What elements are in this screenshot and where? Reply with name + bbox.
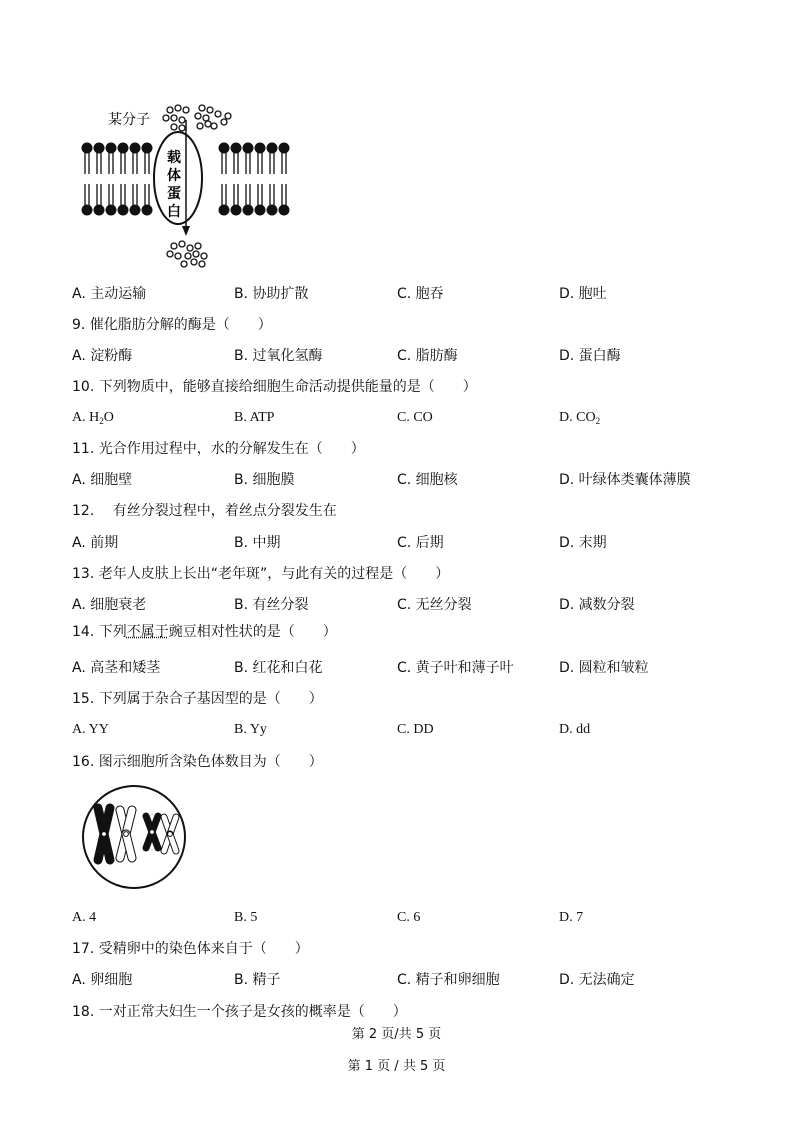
membrane-transport-figure	[78, 100, 300, 270]
q14-options	[72, 659, 732, 677]
q10-option-a[interactable]: A. $H_2O$	[72, 410, 114, 426]
q9-option-a[interactable]: A. 淀粉酶	[72, 348, 133, 364]
q15-option-a[interactable]: A. YY	[72, 722, 109, 737]
q10-options	[72, 409, 732, 427]
q8-option-a[interactable]: A. 主动运输	[72, 286, 147, 302]
q8-options	[72, 285, 732, 303]
svg-text:载: 载	[167, 151, 181, 166]
q15-option-d[interactable]: D. dd	[559, 722, 591, 737]
q8-option-c[interactable]: C. 胞吞	[397, 286, 444, 302]
q12-options	[72, 534, 732, 552]
q16-option-d[interactable]: D. 7	[559, 910, 584, 925]
q17-option-c[interactable]: C. 精子和卵细胞	[397, 972, 500, 988]
outer-page-footer: 第 1 页 / 共 5 页	[347, 1059, 446, 1074]
q10-option-c[interactable]: C. CO	[397, 410, 433, 425]
q15-option-b[interactable]: B. Yy	[234, 722, 267, 737]
q8-option-d[interactable]: D. 胞吐	[559, 286, 607, 302]
q14-stem: 14. 下列不属于豌豆相对性状的是（ ）	[72, 624, 337, 640]
q13-options	[72, 596, 732, 614]
molecule-label: 某分子	[108, 113, 150, 128]
q12-option-a[interactable]: A. 前期	[72, 535, 119, 551]
q11-option-b[interactable]: B. 细胞膜	[234, 472, 295, 488]
q9-options	[72, 347, 732, 365]
q14-option-c[interactable]: C. 黄子叶和薄子叶	[397, 660, 514, 676]
q12-option-b[interactable]: B. 中期	[234, 535, 281, 551]
q14-emphasis: 不属于	[126, 624, 169, 640]
q13-option-a[interactable]: A. 细胞衰老	[72, 597, 147, 613]
inner-page-footer: 第 2 页/共 5 页	[351, 1027, 442, 1042]
q14-option-d[interactable]: D. 圆粒和皱粒	[559, 660, 649, 676]
svg-text:体: 体	[167, 169, 181, 184]
q17-option-b[interactable]: B. 精子	[234, 972, 281, 988]
q12-option-c[interactable]: C. 后期	[397, 535, 444, 551]
q11-stem: 11. 光合作用过程中，水的分解发生在（ ）	[72, 441, 365, 457]
q15-options	[72, 721, 732, 739]
q11-option-d[interactable]: D. 叶绿体类囊体薄膜	[559, 472, 691, 488]
q13-stem: 13. 老年人皮肤上长出“老年斑”，与此有关的过程是（ ）	[72, 566, 450, 582]
q16-stem: 16. 图示细胞所含染色体数目为（ ）	[72, 754, 323, 770]
svg-text:蛋: 蛋	[167, 187, 181, 202]
q11-option-c[interactable]: C. 细胞核	[397, 472, 458, 488]
q13-option-c[interactable]: C. 无丝分裂	[397, 597, 472, 613]
molecules-outside	[163, 105, 231, 131]
svg-text:白: 白	[167, 205, 181, 220]
q11-options	[72, 471, 732, 489]
q11-option-a[interactable]: A. 细胞壁	[72, 472, 133, 488]
q16-option-a[interactable]: A. 4	[72, 910, 97, 925]
q10-option-d[interactable]: D. $CO_2$	[559, 410, 601, 426]
q9-option-b[interactable]: B. 过氧化氢酶	[234, 348, 323, 364]
q9-option-c[interactable]: C. 脂肪酶	[397, 348, 458, 364]
q16-options	[72, 909, 732, 927]
q10-option-b[interactable]: B. ATP	[234, 410, 275, 425]
q9-option-d[interactable]: D. 蛋白酶	[559, 348, 621, 364]
q14-option-a[interactable]: A. 高茎和矮茎	[72, 660, 161, 676]
q10-stem: 10. 下列物质中，能够直接给细胞生命活动提供能量的是（ ）	[72, 379, 477, 395]
q8-option-b[interactable]: B. 协助扩散	[234, 286, 309, 302]
q16-option-c[interactable]: C. 6	[397, 910, 421, 925]
molecules-inside	[167, 241, 207, 267]
cell-chromosome-figure	[80, 784, 190, 894]
q13-option-d[interactable]: D. 减数分裂	[559, 597, 635, 613]
q13-option-b[interactable]: B. 有丝分裂	[234, 597, 309, 613]
q12-stem: 12. 有丝分裂过程中，着丝点分裂发生在	[72, 503, 337, 519]
q14-option-b[interactable]: B. 红花和白花	[234, 660, 323, 676]
q15-option-c[interactable]: C. DD	[397, 722, 434, 737]
q17-option-a[interactable]: A. 卵细胞	[72, 972, 133, 988]
q12-option-d[interactable]: D. 末期	[559, 535, 607, 551]
q17-options	[72, 971, 732, 989]
q15-stem: 15. 下列属于杂合子基因型的是（ ）	[72, 691, 323, 707]
q18-stem: 18. 一对正常夫妇生一个孩子是女孩的概率是（ ）	[72, 1004, 407, 1020]
q17-option-d[interactable]: D. 无法确定	[559, 972, 635, 988]
q9-stem: 9. 催化脂肪分解的酶是（ ）	[72, 317, 272, 333]
q16-option-b[interactable]: B. 5	[234, 910, 258, 925]
q17-stem: 17. 受精卵中的染色体来自于（ ）	[72, 941, 309, 957]
